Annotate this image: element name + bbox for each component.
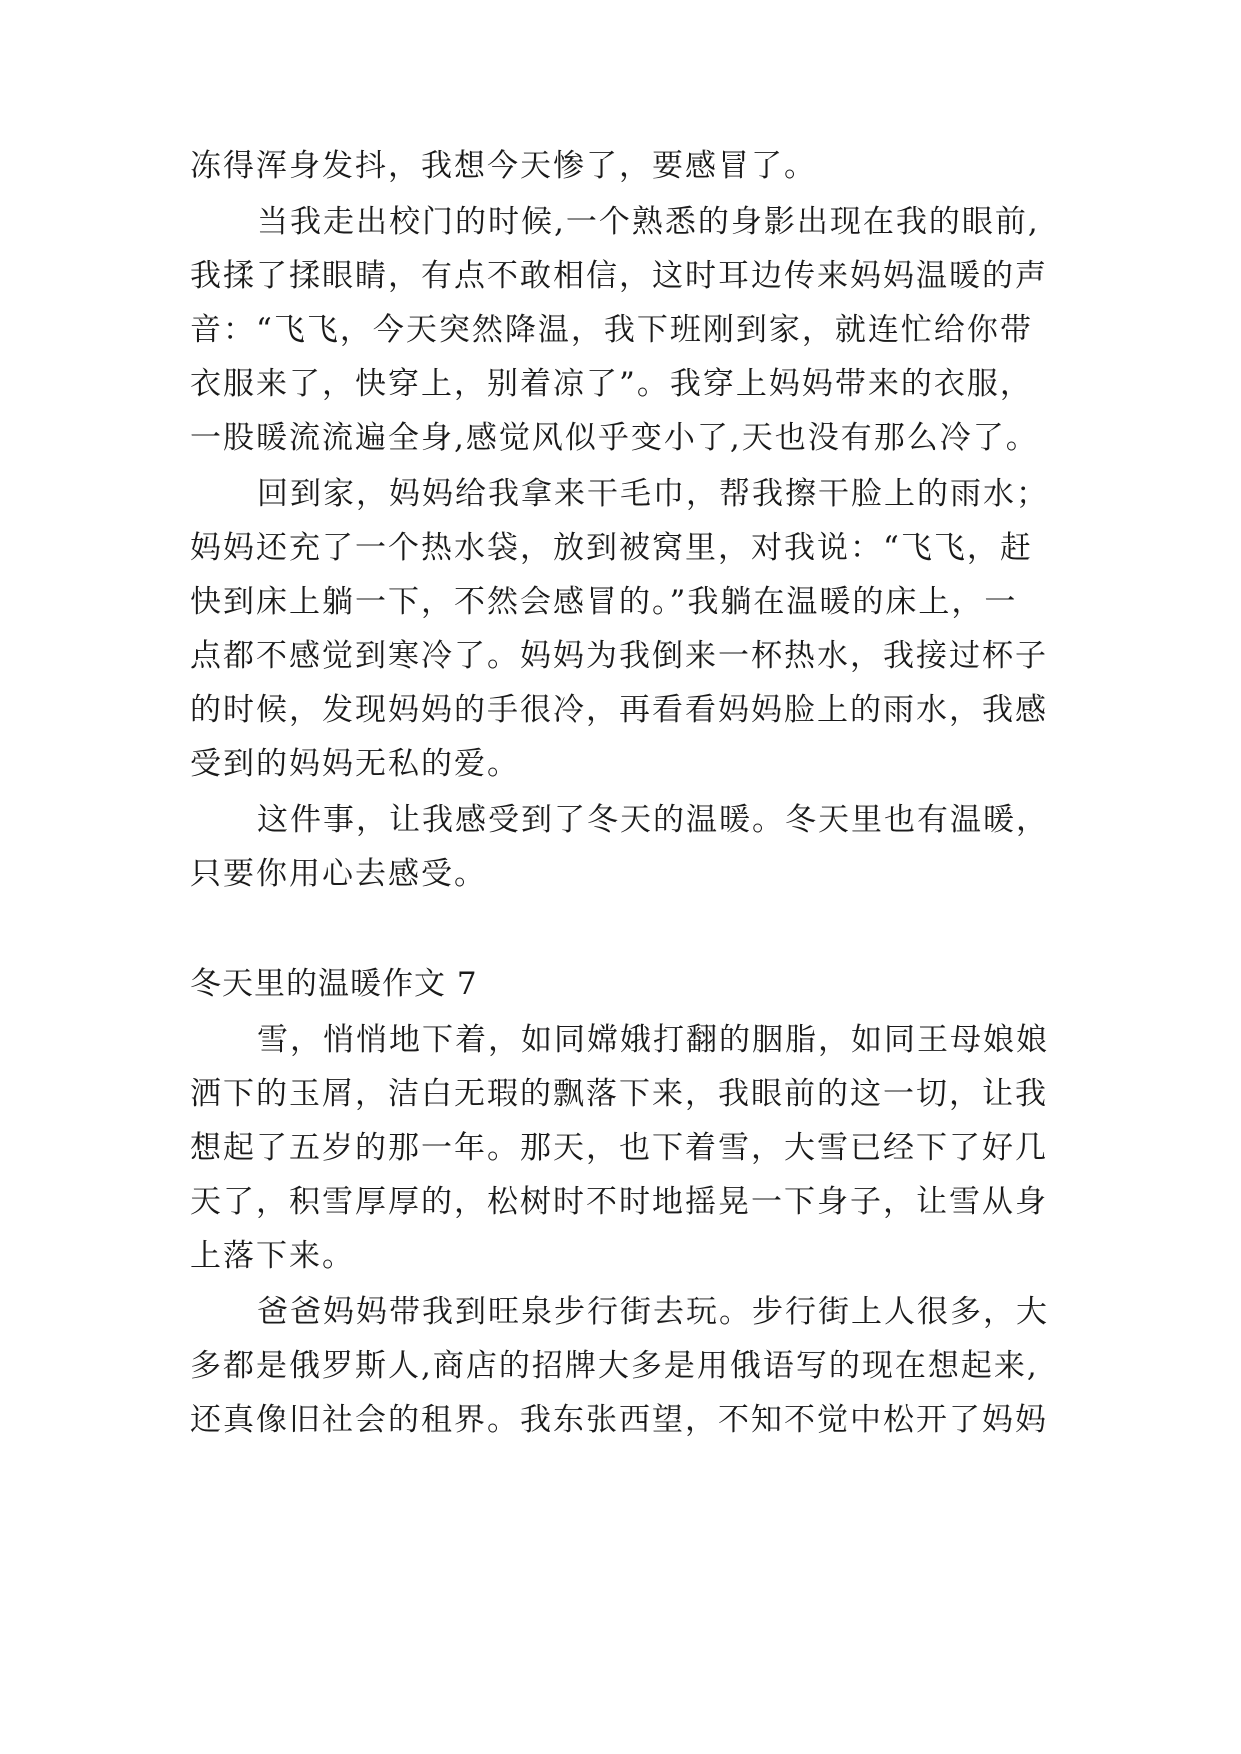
text-line: 冻得浑身发抖，我想今天惨了，要感冒了。 (190, 148, 817, 184)
text-line: 音：“飞飞，今天突然降温，我下班刚到家，就连忙给你带 (190, 312, 1033, 348)
text-line: 洒下的玉屑，洁白无瑕的飘落下来，我眼前的这一切，让我 (190, 1076, 1048, 1112)
text-line: 一股暖流流遍全身,感觉风似乎变小了,天也没有那么冷了。 (190, 420, 1039, 456)
text-line: 的时候，发现妈妈的手很冷，再看看妈妈脸上的雨水，我感 (190, 692, 1048, 728)
text-line: 妈妈还充了一个热水袋，放到被窝里，对我说：“飞飞，赶 (190, 530, 1033, 566)
text-line: 多都是俄罗斯人,商店的招牌大多是用俄语写的现在想起来, (190, 1348, 1039, 1384)
paragraph-start-line: 回到家，妈妈给我拿来干毛巾，帮我擦干脸上的雨水； (257, 476, 1049, 512)
text-line: 衣服来了，快穿上，别着凉了”。我穿上妈妈带来的衣服， (190, 366, 1033, 402)
text-line: 受到的妈妈无私的爱。 (190, 746, 520, 782)
paragraph-start-line: 当我走出校门的时候,一个熟悉的身影出现在我的眼前, (257, 204, 1040, 240)
text-line: 还真像旧社会的租界。我东张西望，不知不觉中松开了妈妈 (190, 1402, 1048, 1438)
text-line: 上落下来。 (190, 1238, 355, 1274)
text-line: 天了，积雪厚厚的，松树时不时地摇晃一下身子，让雪从身 (190, 1184, 1048, 1220)
paragraph-start-line: 这件事，让我感受到了冬天的温暖。冬天里也有温暖， (257, 802, 1049, 838)
paragraph-start-line: 爸爸妈妈带我到旺泉步行街去玩。步行街上人很多，大 (257, 1294, 1049, 1330)
text-line: 快到床上躺一下，不然会感冒的。”我躺在温暖的床上，一 (190, 584, 1018, 620)
text-line: 点都不感觉到寒冷了。妈妈为我倒来一杯热水，我接过杯子 (190, 638, 1048, 674)
text-line: 只要你用心去感受。 (190, 856, 487, 892)
section-heading: 冬天里的温暖作文 7 (190, 966, 478, 1002)
paragraph-start-line: 雪，悄悄地下着，如同嫦娥打翻的胭脂，如同王母娘娘 (257, 1022, 1049, 1058)
text-line: 想起了五岁的那一年。那天，也下着雪，大雪已经下了好几 (190, 1130, 1048, 1166)
text-line: 我揉了揉眼睛，有点不敢相信，这时耳边传来妈妈温暖的声 (190, 258, 1048, 294)
